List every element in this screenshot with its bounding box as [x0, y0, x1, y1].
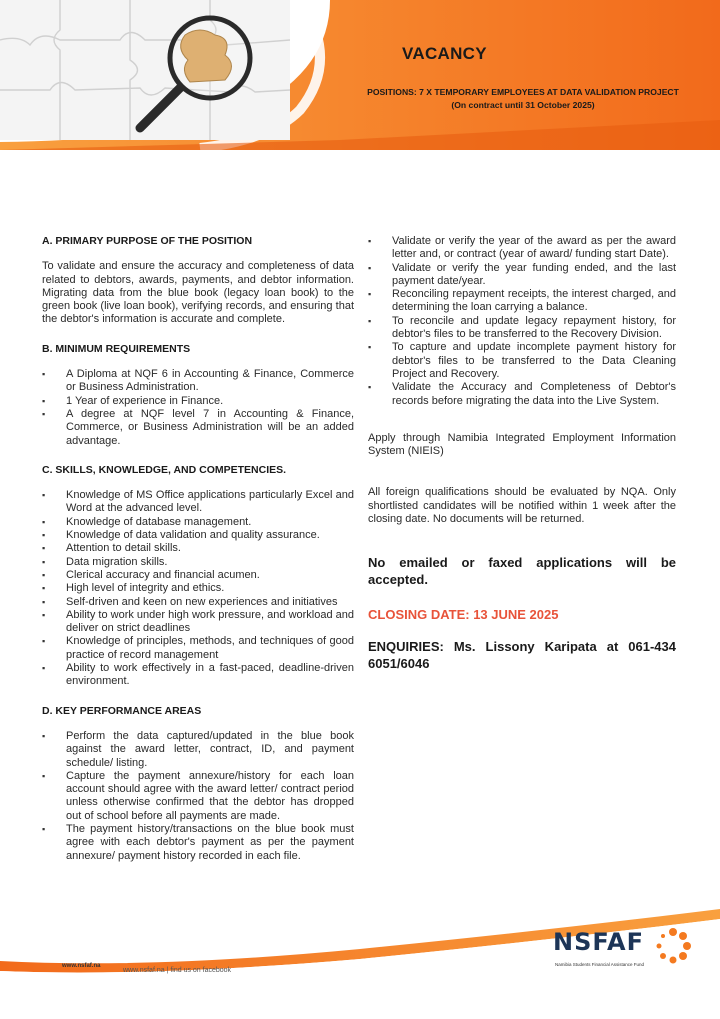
logo-subtitle: Namibia Students Financial Assistance Fund [555, 962, 645, 967]
foreign-qualifications-text: All foreign qualifications should be evaluated by NQA. Only shortlisted candidates will be notified within 1 week after the closing date. No documents will be returned. [368, 486, 676, 526]
list-item: ▪ Clerical accuracy and financial acumen. [42, 569, 354, 582]
list-item: ▪ Validate or verify the year funding ended, and the last payment date/year. [368, 262, 676, 289]
list-item: ▪ Validate the Accuracy and Completeness of Debtor's records before migrating the data into the Live System. [368, 381, 676, 408]
list-item: ▪ Knowledge of MS Office applications particularly Excel and Word at the advanced level. [42, 489, 354, 516]
positions-subtitle [358, 86, 688, 112]
enquiries-text: ENQUIRIES: Ms. Lissony Karipata at 061-434 6051/6046 [368, 638, 676, 671]
section-d [42, 705, 354, 863]
social-links[interactable]: www.nsfaf.na | find us on facebook [123, 967, 232, 974]
list-item: ▪ Data migration skills. [42, 556, 354, 569]
logo-text: NSFAF [553, 928, 644, 956]
list-item: ▪ 1 Year of experience in Finance. [42, 395, 354, 408]
list-item: ▪ To reconcile and update legacy repayment history, for debtor's files to be transferred to the Recovery Division. [368, 315, 676, 342]
closing-date: CLOSING DATE: 13 JUNE 2025 [368, 607, 559, 623]
logo-dots-icon [653, 926, 693, 966]
section-b [42, 343, 354, 448]
list-item: ▪ Self-driven and keen on new experiences and initiatives [42, 596, 354, 609]
list-item: ▪ Knowledge of database management. [42, 516, 354, 529]
list-item: ▪ Knowledge of data validation and quality assurance. [42, 529, 354, 542]
section-b-heading: B. MINIMUM REQUIREMENTS [42, 342, 191, 355]
list-item: ▪ Perform the data captured/updated in the blue book against the award letter, contract, ID, and payment schedule/ listing. [42, 730, 354, 770]
list-item: ▪ A degree at NQF level 7 in Accounting & Finance, Commerce, or Business Administration will be an added advantage. [42, 408, 354, 448]
list-item: ▪ High level of integrity and ethics. [42, 582, 354, 595]
header [0, 0, 720, 150]
nsfaf-logo [553, 928, 693, 978]
contract-line: (On contract until 31 October 2025) [451, 100, 595, 110]
list-item: ▪ Attention to detail skills. [42, 542, 354, 555]
list-item: ▪ Reconciling repayment receipts, the interest charged, and determining the loan carrying a balance. [368, 288, 676, 315]
section-d-heading: D. KEY PERFORMANCE AREAS [42, 704, 202, 717]
list-item: ▪ The payment history/transactions on the blue book must agree with each debtor's payment as per the payment annexure/ payment history recorded in each file. [42, 823, 354, 863]
section-a-heading: A. PRIMARY PURPOSE OF THE POSITION [42, 235, 253, 247]
list-item: ▪ Capture the payment annexure/history for each loan account should agree with the award letter/ contract period unless otherwise confirmed that the debtor has dropped out of school before all payments are made. [42, 770, 354, 823]
section-c [42, 464, 354, 689]
apply-text: Apply through Namibia Integrated Employment Information System (NIEIS) [368, 431, 676, 458]
section-c-heading: C. SKILLS, KNOWLEDGE, AND COMPETENCIES. [42, 463, 287, 476]
list-item: ▪ Knowledge of principles, methods, and techniques of good practice of record management [42, 635, 354, 662]
puzzle-magnifier-image [0, 0, 300, 145]
page-title: VACANCY [402, 44, 487, 63]
left-column [42, 235, 354, 879]
positions-line: POSITIONS: 7 X TEMPORARY EMPLOYEES AT DATA VALIDATION PROJECT [367, 87, 679, 97]
section-a [42, 235, 354, 327]
list-item: ▪ A Diploma at NQF 6 in Accounting & Finance, Commerce or Business Administration. [42, 368, 354, 395]
list-item: ▪ Validate or verify the year of the award as per the award letter and, or contract (year of award/ funding start Date). [368, 235, 676, 262]
section-a-text: To validate and ensure the accuracy and completeness of data related to debtors, awards, payments, and debtor information. Migrating data from the blue book (legacy loan book) to the green book (live loan book), verifying records, and ensuring that the debtor's information is accurate and complete. [42, 260, 354, 326]
list-item: ▪ Ability to work effectively in a fast-paced, deadline-driven environment. [42, 662, 354, 689]
no-email-notice: No emailed or faxed applications will be accepted. [368, 555, 676, 588]
right-column [368, 235, 676, 672]
website-link[interactable]: www.nsfaf.na [62, 963, 101, 969]
list-item: ▪ Ability to work under high work pressure, and workload and deliver on strict deadlines [42, 609, 354, 636]
list-item: ▪ To capture and update incomplete payment history for debtor's files to be transferred to the Data Cleaning Project and Recovery. [368, 341, 676, 381]
